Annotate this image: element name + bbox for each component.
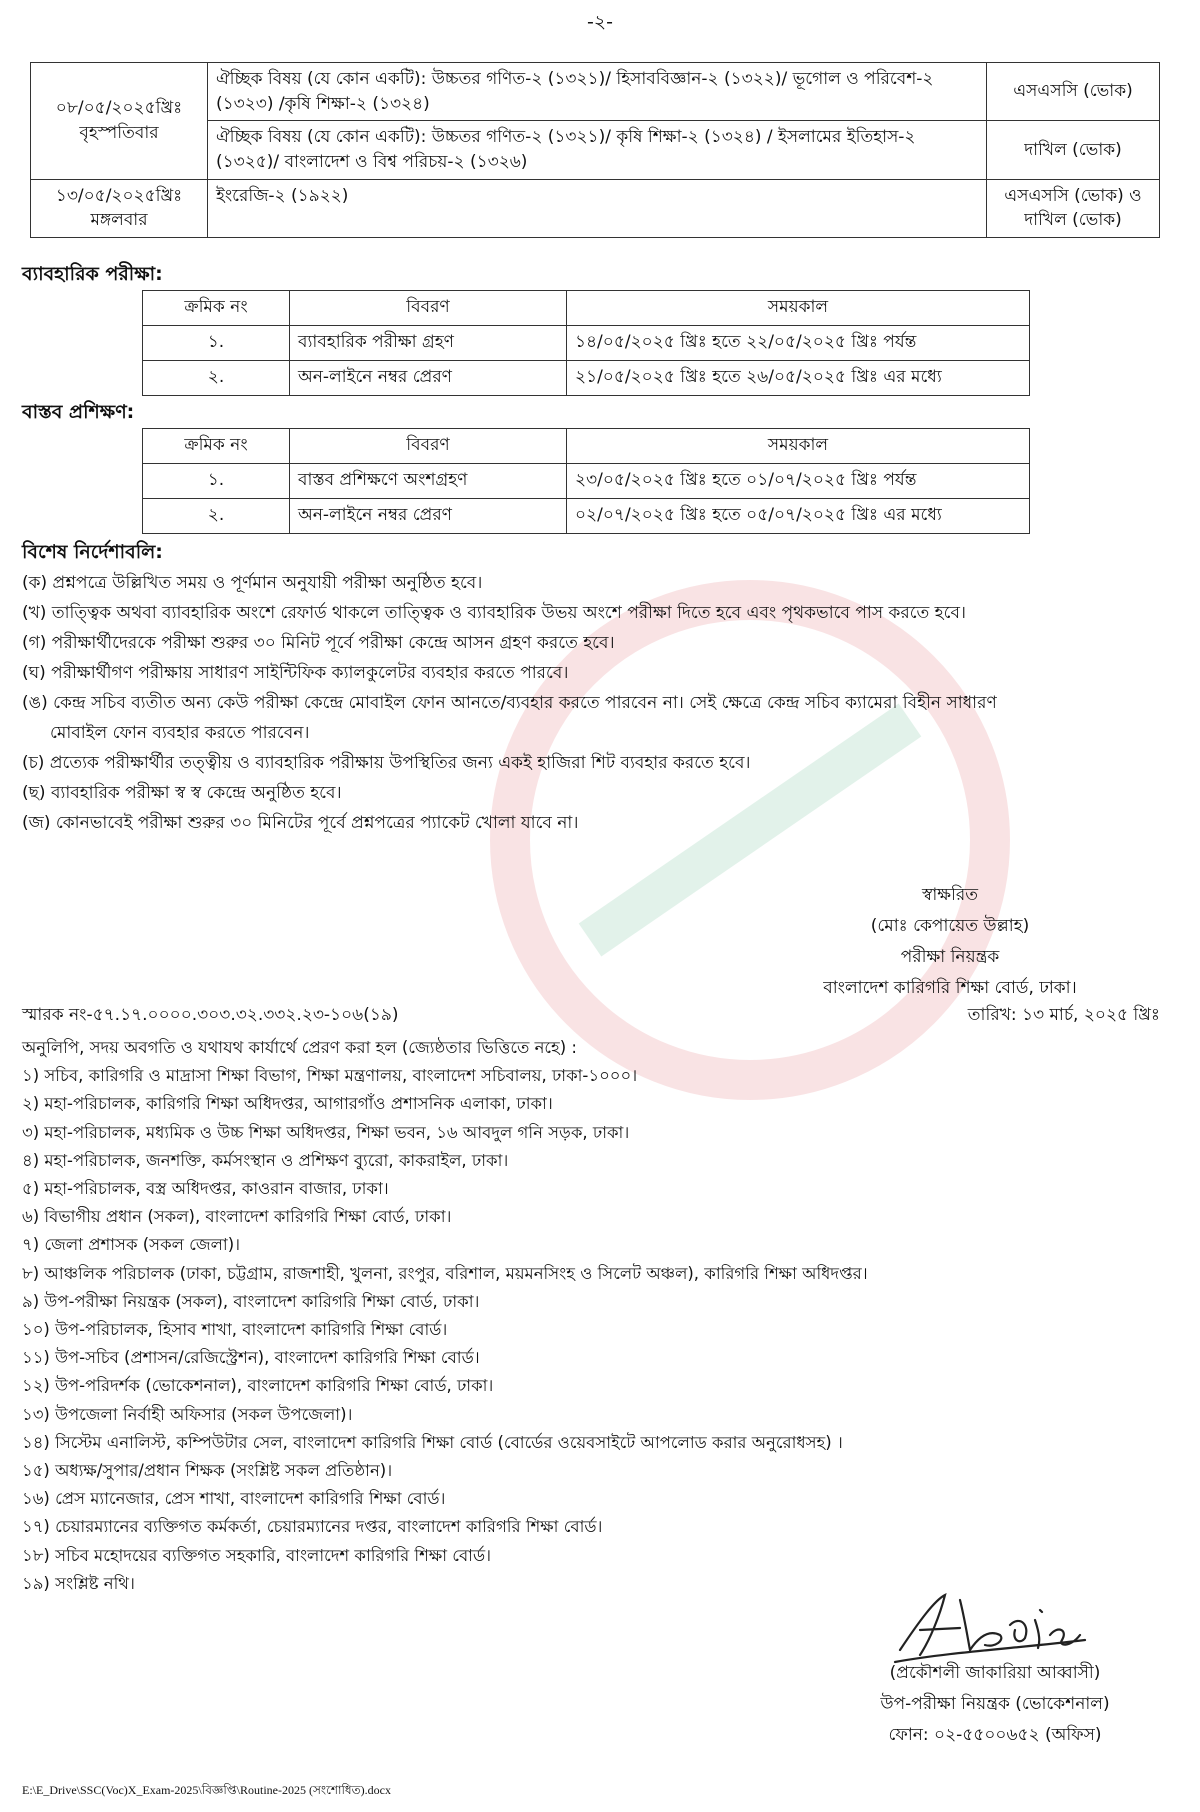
column-header: সময়কাল [567,429,1030,464]
signed-status: স্বাক্ষরিত [921,885,979,905]
table-row [143,464,1030,499]
instructions-list [22,568,1162,838]
subject-cell: ঐচ্ছিক বিষয় (যে কোন একটি): উচ্চতর গণিত-২ (১৩২১)/ হিসাববিজ্ঞান-২ (১৩২২)/ ভূগোল ও পরিবেশ-২ (১৩২৩) /কৃষি শিক্ষা-২ (১৩২৪) [208,63,987,121]
officer-name: (প্রকৌশলী জাকারিয়া আব্বাসী) [889,1663,1101,1683]
list-item: ৮) আঞ্চলিক পরিচালক (ঢাকা, চট্টগ্রাম, রাজশাহী, খুলনা, রংপুর, বরিশাল, ময়মনসিংহ ও সিলেট অঞ্চল), কারিগরি শিক্ষা অধিদপ্তর। [22,1263,868,1283]
list-item: ১৪) সিস্টেম এনালিস্ট, কম্পিউটার সেল, বাংলাদেশ কারিগরি শিক্ষা বোর্ড (বোর্ডের ওয়েবসাইটে আপলোড করার অনুরোধসহ) । [22,1432,843,1452]
exam-day: মঙ্গলবার [90,210,148,231]
exam-date: ০৮/০৫/২০২৫খ্রিঃ [55,98,183,119]
controller-signature-block [780,880,1120,1004]
list-item: ১৮) সচিব মহোদয়ের ব্যক্তিগত সহকারি, বাংলাদেশ কারিগরি শিক্ষা বোর্ড। [22,1545,491,1565]
list-item: ১৫) অধ্যক্ষ/সুপার/প্রধান শিক্ষক (সংশ্লিষ্ট সকল প্রতিষ্ঠান)। [22,1461,393,1481]
training-title: বাস্তব প্রশিক্ষণ: [22,401,135,423]
training-table [142,428,1030,534]
column-header: বিবরণ [290,429,567,464]
table-row [143,326,1030,361]
instruction-item: (ঙ) কেন্দ্র সচিব ব্যতীত অন্য কেউ পরীক্ষা কেন্দ্রে মোবাইল ফোন আনতে/ব্যবহার করতে পারবেন না। সেই ক্ষেত্রে কেন্দ্র সচিব ক্যামেরা বিহীন সাধারণ [22,693,997,713]
serial-cell: ১. [143,464,290,499]
list-item: ১৬) প্রেস ম্যানেজার, প্রেস শাখা, বাংলাদেশ কারিগরি শিক্ষা বোর্ড। [22,1489,446,1509]
signatory-designation: পরীক্ষা নিয়ন্ত্রক [900,947,1000,967]
table-row [31,179,1160,237]
exam-schedule-table [30,62,1160,238]
table-row [143,499,1030,534]
list-item: ১৩) উপজেলা নির্বাহী অফিসার (সকল উপজেলা)। [22,1404,353,1424]
table-header-row [143,291,1030,326]
cc-intro: অনুলিপি, সদয় অবগতি ও যথাযথ কার্যার্থে প্রেরণ করা হল (জ্যেষ্ঠতার ভিত্তিতে নহে) : [22,1038,577,1057]
list-item: ৫) মহা-পরিচালক, বস্ত্র অধিদপ্তর, কাওরান বাজার, ঢাকা। [22,1179,389,1199]
table-row [143,361,1030,396]
exam-day: বৃহস্পতিবার [79,122,159,143]
column-header: ক্রমিক নং [143,429,290,464]
list-item: ১০) উপ-পরিচালক, হিসাব শাখা, বাংলাদেশ কারিগরি শিক্ষা বোর্ড। [22,1320,448,1340]
officer-phone: ফোন: ০২-৫৫০০৬৫২ (অফিস) [888,1725,1102,1745]
exam-date-cell [31,179,208,237]
list-item: ২) মহা-পরিচালক, কারিগরি শিক্ষা অধিদপ্তর, আগারগাঁও প্রশাসনিক এলাকা, ঢাকা। [22,1094,553,1114]
list-item: ৪) মহা-পরিচালক, জনশক্তি, কর্মসংস্থান ও প্রশিক্ষণ ব্যুরো, কাকরাইল, ঢাকা। [22,1150,509,1170]
memo-number: স্মারক নং-৫৭.১৭.০০০০.৩০৩.৩২.৩৩২.২৩-১০৬(১৯) [22,1005,399,1025]
list-item: ১২) উপ-পরিদর্শক (ভোকেশনাল), বাংলাদেশ কারিগরি শিক্ষা বোর্ড, ঢাকা। [22,1376,494,1396]
exam-date: ১৩/০৫/২০২৫খ্রিঃ [55,185,183,206]
practical-title: ব্যাবহারিক পরীক্ষা: [22,263,163,285]
instruction-item: (ক) প্রশ্নপত্রে উল্লিখিত সময় ও পূর্ণমান অনুযায়ী পরীক্ষা অনুষ্ঠিত হবে। [22,573,483,593]
handwritten-signature [890,1580,1090,1670]
officer-designation: উপ-পরীক্ষা নিয়ন্ত্রক (ভোকেশনাল) [880,1694,1110,1714]
serial-cell: ২. [143,499,290,534]
table-row [31,63,1160,121]
description-cell: ব্যাবহারিক পরীক্ষা গ্রহণ [290,326,567,361]
deputy-controller-block [840,1658,1150,1751]
list-item: ৭) জেলা প্রশাসক (সকল জেলা)। [22,1235,241,1255]
file-path: E:\E_Drive\SSC(Voc)X_Exam-2025\বিজ্ঞপ্তি\Routine-2025 (সংশোধিত).docx [22,1783,391,1797]
description-cell: অন-লাইনে নম্বর প্রেরণ [290,361,567,396]
period-cell: ২৩/০৫/২০২৫ খ্রিঃ হতে ০১/০৭/২০২৫ খ্রিঃ পর্যন্ত [567,464,1030,499]
list-item: ৬) বিভাগীয় প্রধান (সকল), বাংলাদেশ কারিগরি শিক্ষা বোর্ড, ঢাকা। [22,1207,452,1227]
subject-cell: ঐচ্ছিক বিষয় (যে কোন একটি): উচ্চতর গণিত-২ (১৩২১)/ কৃষি শিক্ষা-২ (১৩২৪) / ইসলামের ইতিহাস-২ (১৩২৫)/ বাংলাদেশ ও বিশ্ব পরিচয়-২ (১৩২৬) [208,121,987,179]
column-header: সময়কাল [567,291,1030,326]
period-cell: ০২/০৭/২০২৫ খ্রিঃ হতে ০৫/০৭/২০২৫ খ্রিঃ এর মধ্যে [567,499,1030,534]
exam-cell: এসএসসি (ভোক) ও দাখিল (ভোক) [987,179,1160,237]
instruction-item: (চ) প্রত্যেক পরীক্ষার্থীর তত্ত্বীয় ও ব্যাবহারিক পরীক্ষায় উপস্থিতির জন্য একই হাজিরা শিট ব্যবহার করতে হবে। [22,753,751,773]
serial-cell: ২. [143,361,290,396]
list-item: ১৭) চেয়ারম্যানের ব্যক্তিগত কর্মকর্তা, চেয়ারম্যানের দপ্তর, বাংলাদেশ কারিগরি শিক্ষা বোর্ড। [22,1517,603,1537]
list-item: ১১) উপ-সচিব (প্রশাসন/রেজিস্ট্রেশন), বাংলাদেশ কারিগরি শিক্ষা বোর্ড। [22,1348,480,1368]
instruction-item: (জ) কোনভাবেই পরীক্ষা শুরুর ৩০ মিনিটের পূর্বে প্রশ্নপত্রের প্যাকেট খোলা যাবে না। [22,813,579,833]
copy-distribution-list [22,1034,1172,1598]
column-header: বিবরণ [290,291,567,326]
memo-date: তারিখ: ১৩ মার্চ, ২০২৫ খ্রিঃ [967,1005,1160,1025]
instruction-item: (ছ) ব্যাবহারিক পরীক্ষা স্ব স্ব কেন্দ্রে অনুষ্ঠিত হবে। [22,783,342,803]
period-cell: ১৪/০৫/২০২৫ খ্রিঃ হতে ২২/০৫/২০২৫ খ্রিঃ পর্যন্ত [567,326,1030,361]
instruction-item: মোবাইল ফোন ব্যবহার করতে পারবেন। [50,723,310,743]
list-item: ১৯) সংশ্লিষ্ট নথি। [22,1573,135,1593]
exam-date-cell [31,63,208,180]
instruction-item: (ঘ) পরীক্ষার্থীগণ পরীক্ষায় সাধারণ সাইন্টিফিক ক্যালকুলেটর ব্যবহার করতে পারবে। [22,663,569,683]
signatory-office: বাংলাদেশ কারিগরি শিক্ষা বোর্ড, ঢাকা। [823,978,1077,998]
list-item: ৩) মহা-পরিচালক, মধ্যমিক ও উচ্চ শিক্ষা অধিদপ্তর, শিক্ষা ভবন, ১৬ আবদুল গনি সড়ক, ঢাকা। [22,1122,630,1142]
signatory-name: (মোঃ কেপায়েত উল্লাহ) [870,916,1030,936]
description-cell: বাস্তব প্রশিক্ষণে অংশগ্রহণ [290,464,567,499]
subject-cell: ইংরেজি-২ (১৯২২) [208,179,987,237]
serial-cell: ১. [143,326,290,361]
table-header-row [143,429,1030,464]
instruction-item: (খ) তাত্ত্বিক অথবা ব্যাবহারিক অংশে রেফার্ড থাকলে তাত্ত্বিক ও ব্যাবহারিক উভয় অংশে পরীক্ষা দিতে হবে এবং পৃথকভাবে পাস করতে হবে। [22,603,966,623]
instructions-title: বিশেষ নির্দেশাবলি: [22,541,163,563]
period-cell: ২১/০৫/২০২৫ খ্রিঃ হতে ২৬/০৫/২০২৫ খ্রিঃ এর মধ্যে [567,361,1030,396]
practical-table [142,290,1030,396]
description-cell: অন-লাইনে নম্বর প্রেরণ [290,499,567,534]
page-number: -২- [586,11,614,33]
instruction-item: (গ) পরীক্ষার্থীদেরকে পরীক্ষা শুরুর ৩০ মিনিট পূর্বে পরীক্ষা কেন্দ্রে আসন গ্রহণ করতে হবে। [22,633,615,653]
list-item: ৯) উপ-পরীক্ষা নিয়ন্ত্রক (সকল), বাংলাদেশ কারিগরি শিক্ষা বোর্ড, ঢাকা। [22,1291,480,1311]
list-item: ১) সচিব, কারিগরি ও মাদ্রাসা শিক্ষা বিভাগ, শিক্ষা মন্ত্রণালয়, বাংলাদেশ সচিবালয়, ঢাকা-১০০০। [22,1066,638,1086]
exam-cell: এসএসসি (ভোক) [987,63,1160,121]
column-header: ক্রমিক নং [143,291,290,326]
exam-cell: দাখিল (ভোক) [987,121,1160,179]
